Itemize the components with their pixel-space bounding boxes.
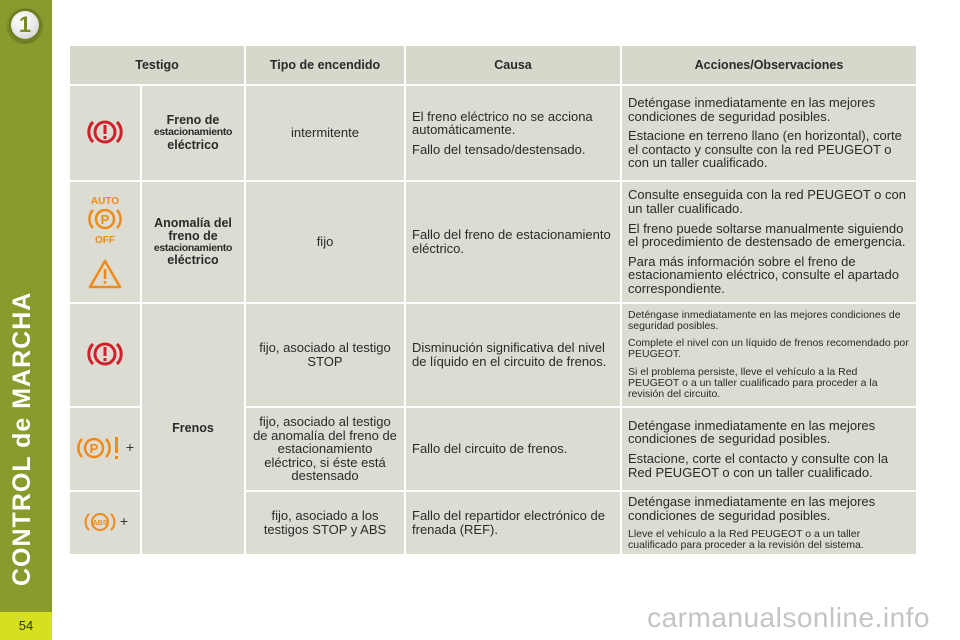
row2-actions: Consulte enseguida con la red PEUGEOT o con un taller cualificado. El freno puede soltarse manualmente siguiendo el procedimiento de destensado de emergencia. Para más información sobre el freno de estacionamiento eléctrico, consulte el apartado correspondiente. — [622, 182, 916, 304]
row1-icon-cell — [70, 86, 142, 182]
brake-warning-red-icon — [85, 117, 125, 147]
header-acciones: Acciones/Observaciones — [622, 46, 916, 86]
page-number: 54 — [0, 612, 52, 640]
row4-cause: Fallo del circuito de frenos. — [406, 408, 622, 492]
auto-parking-brake-off-icon — [83, 195, 127, 245]
header-tipo: Tipo de encendido — [246, 46, 406, 86]
svg-text:OFF: OFF — [95, 235, 115, 245]
header-causa: Causa — [406, 46, 622, 86]
watermark: carmanualsonline.info — [647, 602, 930, 633]
row3-icon-cell — [70, 304, 142, 408]
row1-type: intermitente — [246, 86, 406, 182]
table-row — [70, 182, 916, 304]
row1-name: Freno de estacionamiento eléctrico — [142, 86, 246, 182]
header-testigo: Testigo — [70, 46, 246, 86]
row2-icon-cell — [70, 182, 142, 304]
row2-type: fijo — [246, 182, 406, 304]
row4-type: fijo, asociado al testigo de anomalía del freno de estacionamiento eléctrico, si éste está destensado — [246, 408, 406, 492]
row4-actions: Deténgase inmediatamente en las mejores condiciones de seguridad posibles. Estacione, corte el contacto y consulte con la Red PEUGEOT o con un taller cualificado. — [622, 408, 916, 492]
sidebar — [0, 0, 52, 640]
row3-name: Frenos — [142, 304, 246, 556]
plus-sign: + — [125, 439, 135, 456]
svg-text:P: P — [89, 440, 99, 456]
svg-text:AUTO: AUTO — [90, 196, 120, 207]
row1-cause: El freno eléctrico no se acciona automáticamente. Fallo del tensado/destensado. — [406, 86, 622, 182]
warning-triangle-icon — [88, 259, 122, 289]
svg-text:P: P — [100, 212, 110, 227]
plus-sign: + — [119, 513, 129, 530]
row5-actions: Deténgase inmediatamente en las mejores condiciones de seguridad posibles. Lleve el vehículo a la Red PEUGEOT o a un taller cualificado para proceder a la revisión del sistema. — [622, 492, 916, 556]
row2-cause: Fallo del freno de estacionamiento eléctrico. — [406, 182, 622, 304]
row5-type: fijo, asociado a los testigos STOP y ABS — [246, 492, 406, 556]
row2-name: Anomalía del freno de estacionamiento eléctrico — [142, 182, 246, 304]
parking-brake-fault-icon — [76, 433, 124, 463]
row4-icon-cell — [70, 408, 142, 492]
row5-icon-cell — [70, 492, 142, 556]
table-row — [70, 304, 916, 408]
chapter-title: CONTROL de MARCHA — [8, 291, 36, 586]
row3-actions: Deténgase inmediatamente en las mejores condiciones de seguridad posibles. Complete el nivel con un líquido de frenos recomendado por PEUGEOT. Si el problema persiste, lleve el vehículo a la Red PEUGEOT o a un taller cualificado para proceder a la revisión del circuito. — [622, 304, 916, 408]
table-header-row — [70, 46, 916, 86]
row1-actions: Deténgase inmediatamente en las mejores condiciones de seguridad posibles. Estacione en terreno llano (en horizontal), corte el contacto y consulte con la red PEUGEOT o con un taller cualificado. — [622, 86, 916, 182]
row3-cause: Disminución significativa del nivel de líquido en el circuito de frenos. — [406, 304, 622, 408]
row5-cause: Fallo del repartidor electrónico de frenada (REF). — [406, 492, 622, 556]
warning-lights-table — [70, 46, 916, 556]
brake-warning-red-icon — [85, 339, 125, 369]
table-row — [70, 86, 916, 182]
chapter-badge: 1 — [8, 8, 42, 42]
abs-warning-icon — [82, 509, 118, 535]
svg-text:ABS: ABS — [92, 519, 108, 527]
row3-type: fijo, asociado al testigo STOP — [246, 304, 406, 408]
